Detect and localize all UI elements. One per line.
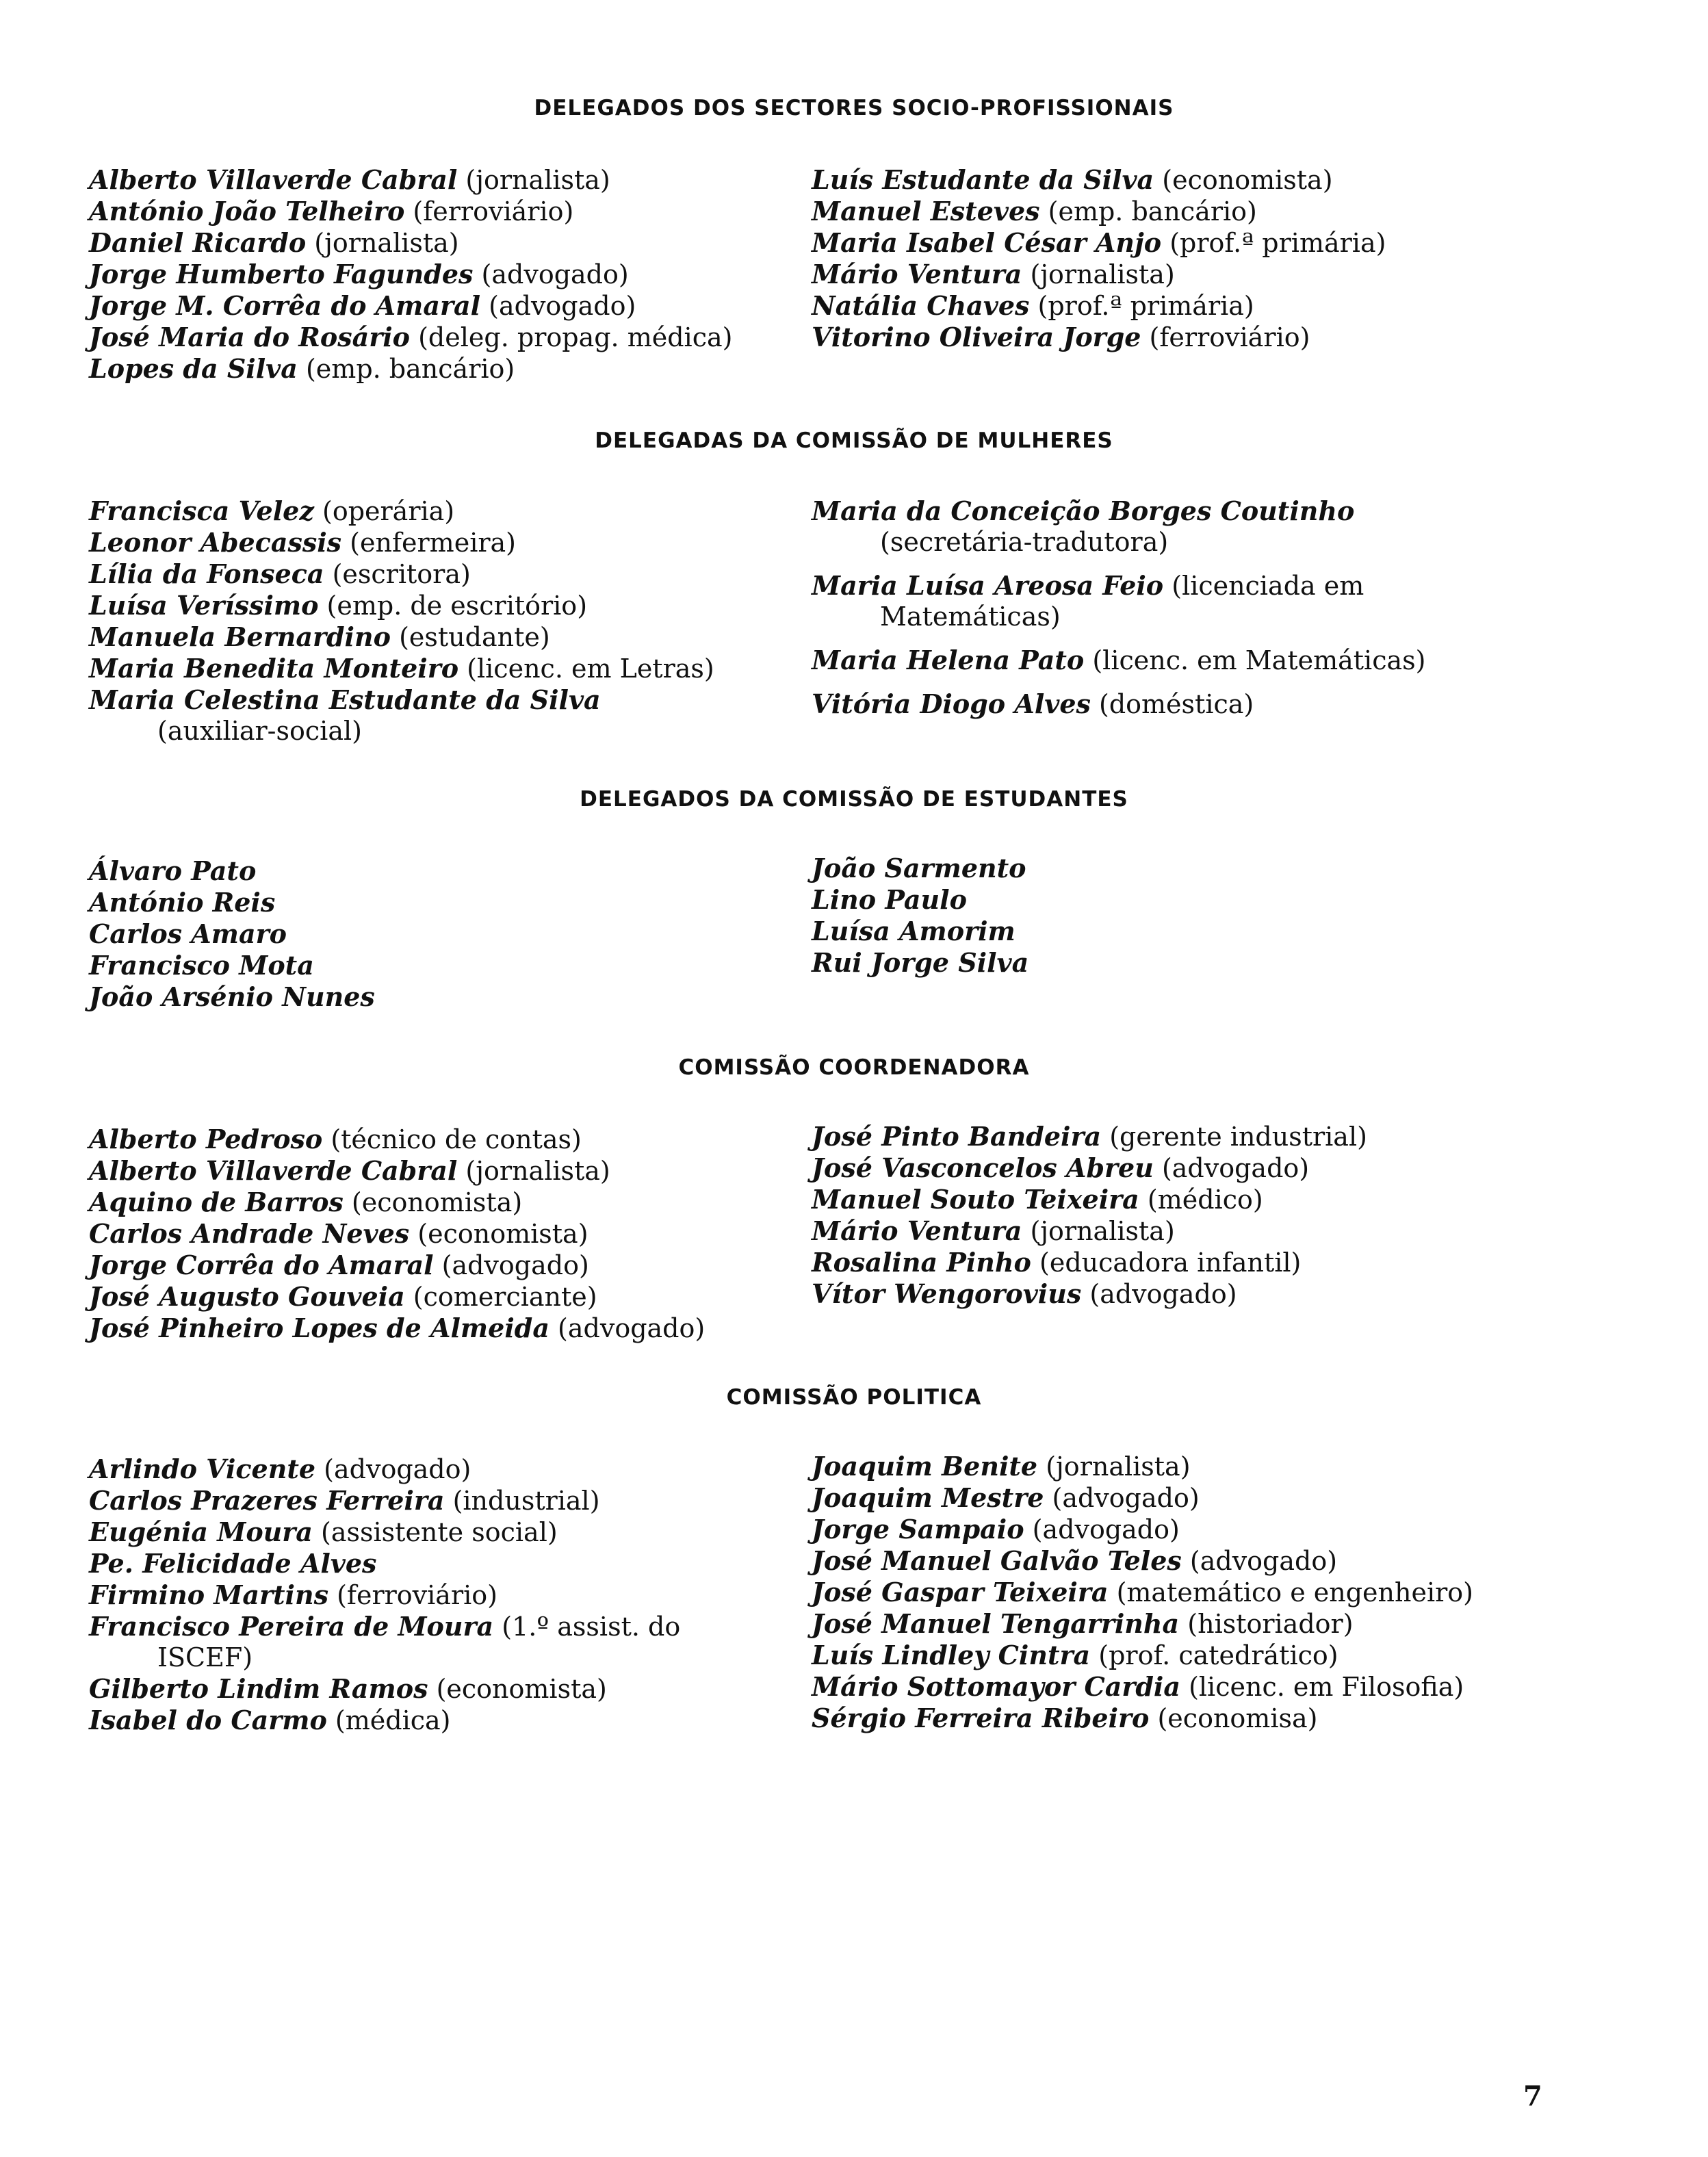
list-entry: António João Telheiro (ferroviário): [89, 196, 574, 227]
list-entry: Sérgio Ferreira Ribeiro (economisa): [812, 1703, 1318, 1733]
list-entry: Rui Jorge Silva: [812, 947, 1029, 978]
list-entry: José Manuel Tengarrinha (historiador): [812, 1608, 1354, 1639]
list-entry: Alberto Villaverde Cabral (jornalista): [89, 164, 610, 195]
list-entry: Vitória Diogo Alves (doméstica): [812, 688, 1254, 719]
list-entry: Joaquim Benite (jornalista): [812, 1451, 1191, 1482]
column-right: [812, 164, 1551, 353]
list-entry: Carlos Prazeres Ferreira (industrial): [89, 1485, 600, 1516]
list-entry: José Maria do Rosário (deleg. propag. médica): [89, 322, 733, 352]
list-entry: Carlos Amaro: [89, 918, 287, 949]
list-entry: Maria Isabel César Anjo (prof.ª primária): [812, 227, 1386, 258]
list-entry: Luís Estudante da Silva (economista): [812, 164, 1333, 195]
list-entry: Maria Benedita Monteiro (licenc. em Letras): [89, 653, 714, 684]
list-entry: José Vasconcelos Abreu (advogado): [812, 1152, 1310, 1183]
list-entry: Alberto Villaverde Cabral (jornalista): [89, 1155, 610, 1186]
list-entry: João Sarmento: [812, 853, 1026, 883]
list-entry: Daniel Ricardo (jornalista): [89, 227, 459, 258]
column-left: [89, 855, 828, 1013]
list-entry: Luísa Veríssimo (emp. de escritório): [89, 590, 588, 621]
list-entry: Jorge Corrêa do Amaral (advogado): [89, 1250, 589, 1280]
list-entry: Lopes da Silva (emp. bancário): [89, 353, 515, 384]
list-entry: Pe. Felicidade Alves: [89, 1548, 377, 1579]
column-right: [812, 1121, 1551, 1310]
list-entry: Jorge M. Corrêa do Amaral (advogado): [89, 290, 636, 321]
list-entry: Jorge Sampaio (advogado): [812, 1514, 1180, 1545]
list-entry: Aquino de Barros (economista): [89, 1187, 523, 1217]
list-entry: António Reis: [89, 887, 276, 918]
list-entry: Lino Paulo: [812, 884, 967, 915]
list-entry: Manuela Bernardino (estudante): [89, 621, 550, 652]
column-left: [89, 164, 828, 385]
list-entry: Maria da Conceição Borges Coutinho (secretária-tradutora): [812, 495, 1355, 557]
list-entry: Luísa Amorim: [812, 916, 1015, 946]
list-entry: Manuel Souto Teixeira (médico): [812, 1184, 1263, 1215]
list-entry: Alberto Pedroso (técnico de contas): [89, 1124, 582, 1154]
list-entry: Vítor Wengorovius (advogado): [812, 1278, 1237, 1309]
list-entry: Arlindo Vicente (advogado): [89, 1454, 471, 1484]
column-right: [812, 495, 1551, 720]
list-entry: João Arsénio Nunes: [89, 981, 375, 1012]
list-entry: Francisco Mota: [89, 950, 314, 981]
column-right: [812, 1451, 1551, 1734]
list-entry: Mário Ventura (jornalista): [812, 1215, 1175, 1246]
section-heading-mulheres: DELEGADAS DA COMISSÃO DE MULHERES: [595, 428, 1113, 453]
list-entry: Francisca Velez (operária): [89, 495, 455, 526]
list-entry: Jorge Humberto Fagundes (advogado): [89, 259, 629, 289]
list-entry: José Augusto Gouveia (comerciante): [89, 1281, 597, 1312]
list-entry: Firmino Martins (ferroviário): [89, 1579, 497, 1610]
column-right: [812, 853, 1551, 979]
section-heading-coordenadora: COMISSÃO COORDENADORA: [678, 1055, 1030, 1080]
section-heading-politica: COMISSÃO POLITICA: [726, 1385, 982, 1410]
column-left: [89, 1124, 828, 1344]
list-entry: Mário Ventura (jornalista): [812, 259, 1175, 289]
list-entry: Carlos Andrade Neves (economista): [89, 1218, 588, 1249]
list-entry: Lília da Fonseca (escritora): [89, 558, 471, 589]
column-left: [89, 1454, 828, 1736]
list-entry: Eugénia Moura (assistente social): [89, 1516, 558, 1547]
list-entry: Álvaro Pato: [89, 855, 257, 886]
list-entry: Vitorino Oliveira Jorge (ferroviário): [812, 322, 1310, 352]
list-entry: José Pinheiro Lopes de Almeida (advogado): [89, 1313, 706, 1343]
list-entry: José Manuel Galvão Teles (advogado): [812, 1545, 1338, 1576]
list-entry: Natália Chaves (prof.ª primária): [812, 290, 1254, 321]
list-entry: Rosalina Pinho (educadora infantil): [812, 1247, 1302, 1278]
list-entry: Maria Luísa Areosa Feio (licenciada em Matemáticas): [812, 570, 1364, 632]
list-entry: Leonor Abecassis (enfermeira): [89, 527, 516, 558]
section-heading-estudantes: DELEGADOS DA COMISSÃO DE ESTUDANTES: [580, 787, 1128, 812]
list-entry: José Gaspar Teixeira (matemático e engenheiro): [812, 1577, 1474, 1607]
list-entry: Gilberto Lindim Ramos (economista): [89, 1673, 607, 1704]
list-entry: Joaquim Mestre (advogado): [812, 1482, 1200, 1513]
list-entry: Luís Lindley Cintra (prof. catedrático): [812, 1640, 1338, 1670]
list-entry: Maria Celestina Estudante da Silva (auxiliar-social): [89, 684, 601, 746]
list-entry: José Pinto Bandeira (gerente industrial): [812, 1121, 1367, 1152]
list-entry: Maria Helena Pato (licenc. em Matemáticas): [812, 645, 1426, 675]
page-number: 7: [1523, 2080, 1542, 2113]
section-heading-socio-profissionais: DELEGADOS DOS SECTORES SOCIO-PROFISSIONAIS: [534, 96, 1174, 120]
list-entry: Isabel do Carmo (médica): [89, 1705, 451, 1735]
list-entry: Mário Sottomayor Cardia (licenc. em Filosofia): [812, 1671, 1464, 1702]
list-entry: Manuel Esteves (emp. bancário): [812, 196, 1257, 227]
list-entry: Francisco Pereira de Moura (1.º assist. do ISCEF): [89, 1611, 681, 1672]
column-left: [89, 495, 828, 747]
